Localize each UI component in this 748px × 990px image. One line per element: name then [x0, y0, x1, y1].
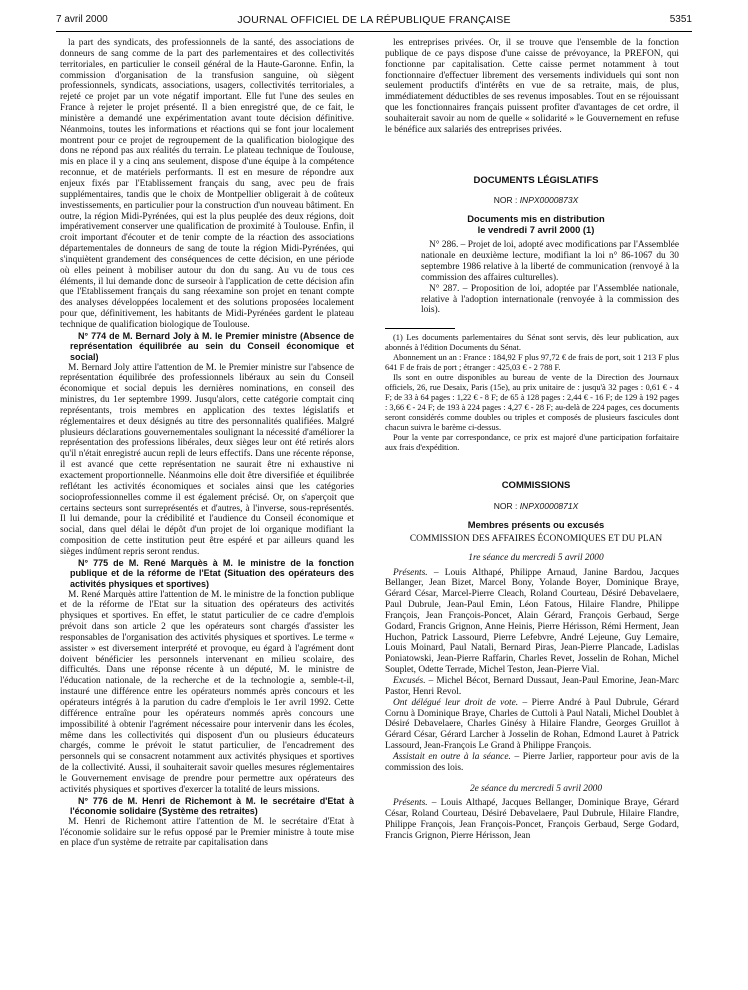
- question-774-body: M. Bernard Joly attire l'attention de M. le Premier ministre sur l'absence de représentation équilibrée des professionnels libéraux au sein du Conseil économique et social depuis les dernières nominations, en conseil des ministres, du 1er septembre 1999. Jusqu'alors, cette catégorie comptait cinq représentants, trois membres en application des textes législatifs et réglementaires et deux désignés au titre des personnalités qualifiées. Malgré plusieurs déclarations gouvernementales soulignant la nécessité d'améliorer la représentation des professions libérales, deux sièges leur ont été retirés alors qu'il n'était enregistré aucun repli de leurs effectifs. Dans une récente réponse, il est avancé que cette représentation ne saurait être ni exhaustive ni exactement proportionnelle. Néanmoins elle doit être diversifiée et équilibrée reflétant les activités économiques et sociales ainsi que les catégories socioprofessionnelles comme il est également précisé. Or, on s'aperçoit que certains secteurs sont surreprésentés et d'autres, à l'inverse, sous-représentés. Il lui demande, pour la crédibilité et l'audience du Conseil économique et social, dans quel délai le dépôt d'un projet de loi organique modifiant la composition de cette institution peut être espéré et par ailleurs quand les sièges indûment repris seront rendus.: [60, 362, 354, 557]
- question-continuation: la part des syndicats, des professionnels de la santé, des associations de donneurs de sang comme de la part des parlementaires et des collectivités territoriales, en particulier le conseil général de la Haute-Garonne. Enfin, la commission d'organisation de la transfusion sanguine, où siègent professionnels, syndicats, associations, usagers, collectivités territoriales, a rejeté ce projet par un vote négatif important. Elle fut l'une des seules en France à rejeter le projet présenté. Il a bien enregistré que, de ce fait, le ministère a demandé une expérimentation avant toute décision définitive. Néanmoins, toutes les informations et réactions qui se font jour localement montrent pour ce projet de regroupement de la qualification biologique des dons ne répond pas aux réalités du terrain. Le plateau technique de Toulouse, mis en place il y a cinq ans seulement, dispose d'une équipe à la compétence reconnue, et de matériels performants. Il est en mesure de répondre aux enjeux fixés par l'Etablissement français du sang, avec peu de frais supplémentaires, tandis que le choix de Montpellier obligerait à de coûteux investissements, en particulier pour la construction d'un nouveau bâtiment. En outre, la région Midi-Pyrénées, qui est la plus peuplée des deux régions, doit impérativement conserver une qualification de proximité à Toulouse. Enfin, il croit important d'écouter et de tenir compte de la réaction des associations départementales de donneurs de sang de toute la région Midi-Pyrénées, qui s'inquiètent grandement des conséquences de cette décision, en une période où elles peinent à mobiliser autour du don du sang. Au vu de tous ces éléments, il lui demande donc de surseoir à l'application de cette décision afin que l'Etablissement français du sang réexamine son projet en tenant compte des analyses développées localement et des solutions proposées localement pour que, définitivement, les habitants de Midi-Pyrénées gardent le plateau technique de qualification biologique de Toulouse.: [60, 38, 354, 330]
- seance-1-presents: [385, 568, 679, 676]
- presents-label: Présents.: [393, 567, 428, 578]
- footnote-rule: [385, 328, 455, 329]
- page-header: [56, 14, 692, 30]
- delegue-list: – Pierre André à Paul Dubrule, Gérard Cornu à Dominique Braye, Charles de Cuttoli à Paul Natali, Michel Doublet à Désiré Debavelaere, Charles Ginésy à Hilaire Flandre, Georges Gruillot à Gérard César, Gérard Larcher à Josselin de Rohan, Edmond Lauret à Patrick Lassourd, Jean-François Le Grand à Philippe François.: [385, 697, 679, 752]
- seance-1-excuses: [385, 676, 679, 698]
- footnote: [385, 333, 679, 453]
- question-776-body: M. Henri de Richemont attire l'attention de M. le secrétaire d'Etat à l'économie solidaire sur le refus opposé par le Premier ministre à toute mise en place d'un système de retraite par capitalisation dans: [60, 816, 354, 849]
- presents-list: – Louis Althapé, Jacques Bellanger, Dominique Braye, Gérard César, Roland Courteau, Désiré Debavelaere, Paul Dubrule, Hilaire Flandre, Philippe François, Jean François-Poncet, François Gerbaud, Serge Godard, Francis Grignon, Pierre Hérisson, Jean: [385, 798, 679, 841]
- commissions-nor: [385, 501, 679, 512]
- footnote-prices: Ils sont en outre disponibles au bureau de vente de la Direction des Journaux officiels, 26, rue Desaix, Paris (15e), au prix unitaire de : jusqu'à 32 pages : 0,61 € - 4 F; de 33 à 64 pages : 1,22 € - 8 F; de 65 à 128 pages : 2,44 € - 16 F; de 129 à 192 pages : 3,66 € - 24 F; de 193 à 224 pages : 4,27 € - 28 F; au-delà de 224 pages, ces documents seront considérés comme doubles ou triples et composés de plusieurs fascicules dont chacun suivra le barème ci-dessus.: [385, 373, 679, 433]
- seance-1-assistait: [385, 752, 679, 774]
- seance-1-delegues: [385, 698, 679, 752]
- journal-title: JOURNAL OFFICIEL DE LA RÉPUBLIQUE FRANÇAISE: [237, 14, 511, 26]
- section-title-documents: DOCUMENTS LÉGISLATIFS: [473, 174, 599, 186]
- question-775-body: M. René Marquès attire l'attention de M. le ministre de la fonction publique et de la réforme de l'Etat sur la situation des opérateurs des activités physiques et sportives. En effet, le statut particulier de ce cadre d'emplois prévoit dans son article 2 que les opérateurs sont chargés d'assister les responsables de l'organisation des activités physiques et sportives. Le terme « assister » est diversement interprété et provoque, eu égard à l'agrément dont doivent bénéficier les personnels intervenant en milieu scolaire, des difficultés. Dans une réponse récente à un député, M. le ministre de l'éducation nationale, de la recherche et de la technologie a, semble-t-il, instauré une différence entre les opérateurs nommés après concours et les opérateurs intégrés à la parution du cadre d'emplois le 1er avril 1992. Cette différence entraîne pour les opérateurs nommés après concours une impossibilité à obtenir l'agrément nécessaire pour intervenir dans les écoles, même dans les collectivités qui disposent d'un ou plusieurs éducateurs chargés, comme le prévoit le statut particulier, de l'encadrement des personnels qui se consacrent notamment aux activités physiques et sportives de la collectivité. Aussi, il souhaiterait savoir quelles mesures réglementaires le Gouvernement envisage de prendre pour permettre aux opérateurs des activités physiques et sportives d'exercer la totalité de leurs missions.: [60, 589, 354, 795]
- documents-subtitle-2: le vendredi 7 avril 2000 (1): [477, 224, 595, 236]
- document-item-286: N° 286. – Projet de loi, adopté avec modifications par l'Assemblée nationale en deuxième lecture, modifiant la loi n° 86-1067 du 30 septembre 1986 relative à la liberté de communication (renvoyé à la commission des affaires culturelles).: [421, 240, 679, 283]
- commissions-subtitle: Membres présents ou excusés: [467, 518, 605, 530]
- documents-subtitle-1: Documents mis en distribution: [467, 213, 605, 225]
- seance-2-presents: [385, 798, 679, 841]
- right-column: [385, 38, 679, 986]
- question-776-title: N° 776 de M. Henri de Richemont à M. le secrétaire d'Etat à l'économie solidaire (Système des retraites): [70, 795, 354, 817]
- delegue-label: Ont délégué leur droit de vote.: [393, 697, 519, 708]
- assistait-label: Assistait en outre à la séance.: [393, 751, 511, 762]
- seance-2-title: 2e séance du mercredi 5 avril 2000: [469, 783, 603, 794]
- left-column: [60, 38, 354, 986]
- question-776-continuation: les entreprises privées. Or, il se trouve que l'ensemble de la fonction publique de ce pays dispose d'une caisse de prévoyance, la PREFON, qui fonctionne par capitalisation. Cette caisse permet notamment à tout fonctionnaire d'effectuer librement des versements individuels qui sont non seulement productifs d'intérêts en vue de sa retraite, mais, de plus, immédiatement déductibles de ses revenus imposables. Tout en se réjouissant que les fonctionnaires français puissent profiter d'avantages de cet ordre, il souhaiterait savoir au nom de quelle « solidarité » le Gouvernement en refuse le bénéfice aux salariés des entreprises privées.: [385, 38, 679, 135]
- commission-name: COMMISSION DES AFFAIRES ÉCONOMIQUES ET DU PLAN: [409, 533, 663, 544]
- footnote-subscription: Abonnement un an : France : 184,92 F plus 97,72 € de frais de port, soit 1 213 F plus 641 F de frais de port ; étranger : 425,03 € - 2 788 F.: [385, 353, 679, 373]
- excuses-label: Excusés.: [393, 676, 426, 686]
- presents-label: Présents.: [393, 798, 428, 809]
- section-title-commissions: COMMISSIONS: [501, 480, 571, 492]
- excuses-list: – Michel Bécot, Bernard Dussaut, Jean-Paul Emorine, Jean-Marc Pastor, Henri Revol.: [385, 676, 679, 697]
- header-date: 7 avril 2000: [56, 14, 108, 25]
- question-774-title: N° 774 de M. Bernard Joly à M. le Premier ministre (Absence de représentation équilibrée au sein du Conseil économique et social): [70, 330, 354, 362]
- documents-nor: [385, 195, 679, 206]
- seance-1-title: 1re séance du mercredi 5 avril 2000: [468, 552, 604, 563]
- presents-list: – Louis Althapé, Philippe Arnaud, Janine Bardou, Jacques Bellanger, Jean Bizet, Marcel Bony, Yolande Boyer, Dominique Braye, Gérard César, Marcel-Pierre Cleach, Roland Courteau, Désiré Debavelaere, Paul Dubrule, Jean-Paul Emin, Léon Fatous, Hilaire Flandre, Philippe François, Jean François-Poncet, Alain Gérard, François Gerbaud, Serge Godard, Francis Grignon, Anne Heinis, Pierre Hérisson, Rémi Herment, Jean Huchon, Patrick Lassourd, Pierre Lefebvre, André Lejeune, Guy Lemaire, Louis Moinard, Paul Natali, Bernard Piras, Jean-Pierre Plancade, Ladislas Poniatowski, Jean-Pierre Raffarin, Charles Revet, Josselin de Rohan, Michel Souplet, Odette Terrade, Michel Teston, Jean-Pierre Vial.: [385, 567, 679, 676]
- footnote-mail-order: Pour la vente par correspondance, ce prix est majoré d'une participation forfaitaire aux frais d'expédition.: [385, 433, 679, 453]
- nor-label: NOR :: [493, 501, 520, 512]
- header-rule: [56, 31, 692, 32]
- nor-label: NOR :: [493, 195, 520, 206]
- document-item-287: N° 287. – Proposition de loi, adoptée par l'Assemblée nationale, relative à l'adoption internationale (renvoyée à la commission des lois).: [421, 283, 679, 316]
- footnote-1: (1) Les documents parlementaires du Sénat sont servis, dès leur publication, aux abonnés à l'édition Documents du Sénat.: [385, 333, 679, 353]
- nor-code: INPX0000873X: [519, 195, 579, 206]
- assistait-text: – Pierre Jarlier, rapporteur pour avis de la commission des lois.: [385, 751, 679, 773]
- page-number: 5351: [669, 14, 692, 25]
- question-775-title: N° 775 de M. René Marquès à M. le ministre de la fonction publique et de la réforme de l'Etat (Situation des opérateurs des activités physiques et sportives): [70, 557, 354, 589]
- nor-code: INPX0000871X: [519, 501, 579, 512]
